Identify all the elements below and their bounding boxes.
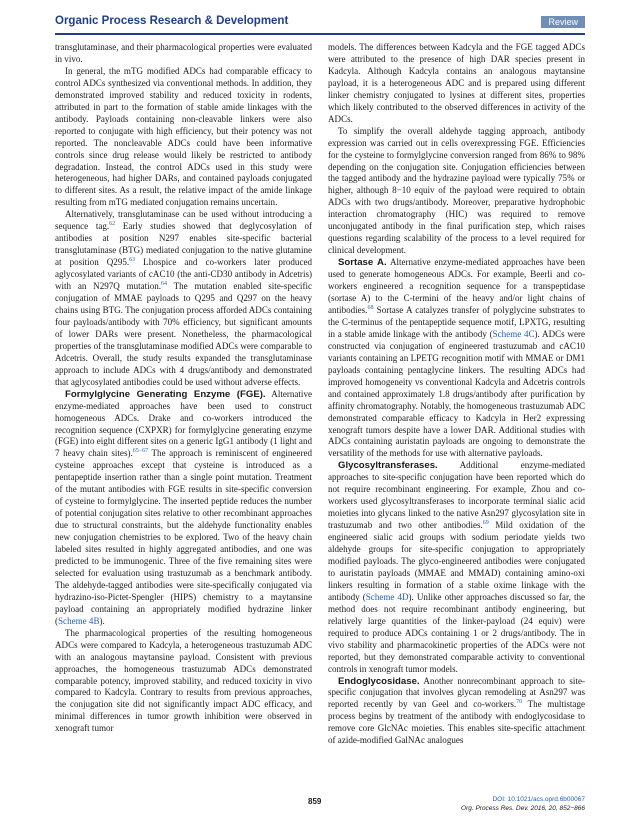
paragraph: Sortase A. Alternative enzyme-mediated approaches have been used to generate homogeneous ADCs. For example, Beerli and co-workers engineered a recognition sequence for a transpeptidase (sortase A) to the C-termini of the heavy and/or light chains of antibodies.$^{68}$ Sortase A catalyzes transfer of polyglycine substrates to the C-terminus of the pentapeptide sequence motif, LPXTG, resulting in a stable amide linkage with the antibody (Scheme 4C). ADCs were constructed via conjugation of engineered trastuzumab and cAC10 variants containing an LPETG recognition motif with MMAE or DM1 payloads containing pentaglycine linkers. The resulting ADCs had improved homogeneity vs conventional Kadcyla and Adcetris controls and contained approximately 1.8 drugs/antibody after purification by affinity chromatography. Notably, the homogeneous trastuzumab ADC demonstrated comparable efficacy to Kadcyla in Her2 expressing xenograft tumors despite have a lower DAR. Additional studies with ADCs containing auristatin payloads are ongoing to demonstrate the versatility of the methods for use with alternative payloads. [328, 257, 585, 459]
section-heading: Endoglycosidase. [338, 675, 420, 687]
paragraph: Formylglycine Generating Enzyme (FGE). Alternative enzyme-mediated approaches have been used to construct homogeneous ADCs. Drake and co-workers introduced the recognition sequence (CXPXR) for formylglycine generating enzyme (FGE) into eight different sites on a generic IgG1 antibody (1 light and 7 heavy chain sites).$^{65-67}$ The approach is reminiscent of engineered cysteine approaches except that cysteine is introduced as a pentapeptide insertion rather than a single point mutation. Treatment of the mutant antibodies with FGE results in site-specific conversion of cysteine to formylglycine. The inserted peptide reduces the number of potential conjugation sites relative to other recombinant approaches due to structural constraints, but the aldehyde functionality enables new conjugation chemistries to be explored. Two of the heavy chain labeled sites resulted in highly aggregated antibodies, and one was predicted to be immunogenic. Three of the five remaining sites were selected for evaluation using trastuzumab as a benchmark antibody. The aldehyde-tagged antibodies were site-specifically conjugated via hydrazino-iso-Pictet-Spengler (HIPS) chemistry to a maytansine payload containing an appropriately modified hydrazine linker (Scheme 4B). [55, 388, 312, 626]
reference-link[interactable]: 63 [129, 257, 136, 264]
scheme-link[interactable]: Scheme 4B [58, 615, 100, 626]
section-heading: Formylglycine Generating Enzyme (FGE). [65, 388, 266, 400]
doi-link[interactable]: DOI: 10.1021/acs.oprd.6b00067 [492, 796, 585, 803]
reference-link[interactable]: 62 [109, 221, 116, 228]
paragraph: Alternatively, transglutaminase can be used without introducing a sequence tag.$^{62}$ Early studies showed that deglycosylation of antibodies at position N297 enables site-specific bacterial transglutaminase (BTG) mediated conjugation to the native glutamine at position Q295.63 Lhospice and co-workers later produced aglycosylated variants of cAC10 (the anti-CD30 antibody in Adcetris) with an N297Q mutation.$^{64}$ The mutation enabled site-specific conjugation of MMAE payloads to Q295 and Q297 on the heavy chains using BTG. The conjugation process afforded ADCs containing four payloads/antibody with 70% efficiency, but significant amounts of lower DARs were present. Nonetheless, the pharmacological properties of the transglutaminase modified ADCs were comparable to Adcetris. Overall, the study results expanded the transglutaminase approach to include ADCs with 4 drugs/antibody and demonstrated that aglycosylated antibodies could be used without adverse effects. [55, 209, 312, 387]
running-header [55, 15, 585, 33]
paragraph: Glycosyltransferases. Additional enzyme-mediated approaches to site-specific conjugation have been reported which do not require recombinant engineering. For example, Zhou and co-workers used glycosyltransferases to incorporate terminal sialic acid moieties into glycans linked to the native Asn297 glycosylation site in trastuzumab and two other antibodies.$^{69}$ Mild oxidation of the engineered sialic acid groups with sodium periodate yields two aldehyde groups for site-specific conjugation to appropriately modified payloads. The glyco-engineered antibodies were conjugated to auristatin payloads (MMAE and MMAD) containing amino-oxi linkers resulting in formation of a stable oxime linkage with the antibody (Scheme 4D). Unlike other approaches discussed so far, the method does not require recombinant antibody engineering, but relatively large quantities of the linker-payload (24 equiv) were required to produce ADCs containing 1 or 2 drugs/antibody. The in vivo stability and pharmacokinetic properties of the ADCs were not reported, but they demonstrated comparable activity to conventional controls in xenograft tumor models. [328, 460, 585, 674]
header-rule [55, 33, 585, 35]
paragraph: To simplify the overall aldehyde tagging approach, antibody expression was carried out in cells overexpressing FGE. Efficiencies for the cysteine to formylglycine conversion ranged from 86% to 98% depending on the conjugation site. Conjugation efficiencies between the tagged antibody and the hydrazine payload were typically 75% or higher, although 8−10 equiv of the payload were required to obtain ADCs with two drugs/antibody. Moreover, preparative hydrophobic interaction chromatography (HIC) was required to remove unconjugated antibody in the final purification step, which raises questions regarding scalability of the process to a level required for clinical development. [328, 125, 585, 256]
scheme-link[interactable]: Scheme 4D [365, 591, 409, 602]
reference-link[interactable]: 64 [161, 281, 167, 288]
paragraph: transglutaminase, and their pharmacological properties were evaluated in vivo. [55, 42, 312, 64]
reference-link[interactable]: 68 [367, 304, 374, 311]
journal-title: Organic Process Research & Development [55, 15, 289, 27]
section-heading: Sortase A. [338, 257, 387, 269]
reference-link[interactable]: 65−67 [132, 448, 149, 455]
paragraph: The pharmacological properties of the resulting homogeneous ADCs were compared to Kadcyla, a heterogeneous trastuzumab ADC with an analogous maytansine payload. Consistent with previous approaches, the homogeneous trastuzumab ADCs demonstrated comparable potency, improved stability, and reduced toxicity in vivo compared to Kadcyla. Contrary to results from previous approaches, the conjugation site did not significantly impact ADC efficacy, and minimal differences in tumor growth inhibition were observed in xenograft tumor [55, 627, 312, 734]
paragraph: In general, the mTG modified ADCs had comparable efficacy to control ADCs synthesized via conventional methods. In addition, they demonstrated improved stability and reduced toxicity in rodents, attributed in part to the formation of stable amide linkages with the antibody. Payloads containing non-cleavable linkers were also reported to conjugate with high efficiency, but their potency was not reported. The noncleavable ADCs could have been informative controls since drug release would likely be restricted to antibody degradation. Instead, the control ADCs used in this study were heterogeneous, had higher DARs, and contained payloads conjugated to different sites. As a result, the relative impact of the amide linkage resulting from mTG mediated conjugation remains uncertain. [55, 65, 312, 208]
reference-link[interactable]: 70 [516, 699, 523, 706]
paragraph: models. The differences between Kadcyla and the FGE tagged ADCs were attributed to the presence of high DAR species present in Kadcyla. Although Kadcyla contains an analogous maytansine payload, it is a heterogeneous ADC and is prepared using different linker chemistry conjugated to lysines at different sites, properties which likely contributed to the observed differences in activity of the ADCs. [328, 42, 585, 124]
section-heading: Glycosyltransferases. [338, 460, 438, 472]
article-type-badge: Review [541, 16, 585, 28]
footer-citation [461, 795, 585, 813]
reference-link[interactable]: 69 [482, 520, 489, 527]
right-column [328, 42, 585, 747]
journal-citation: Org. Process Res. Dev. 2016, 20, 852−866 [461, 805, 585, 812]
scheme-link[interactable]: Scheme 4C [492, 328, 535, 339]
paragraph: Endoglycosidase. Another nonrecombinant approach to site-specific conjugation that involves glycan remodeling at Asn297 was reported recently by van Geel and co-workers.$^{70}$ The multistage process begins by treatment of the antibody with endoglycosidase to remove core GlcNAc moieties. This enables site-specific attachment of azide-modified GalNAc analogues [328, 675, 585, 746]
left-column [55, 42, 312, 735]
page-number: 859 [308, 797, 322, 806]
